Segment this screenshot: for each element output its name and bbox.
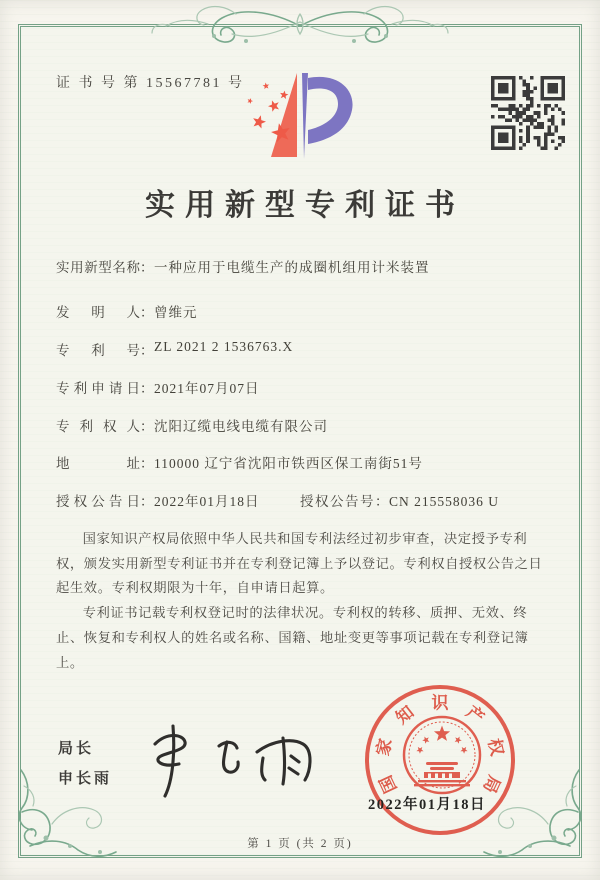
svg-text:局: 局: [479, 772, 504, 796]
star-icon: [262, 82, 269, 89]
field-label: 授权公告号: [300, 494, 375, 509]
field-value: 一种应用于电缆生产的成圈机组用计米装置: [154, 260, 430, 275]
page-number: 第 1 页 (共 2 页): [247, 838, 353, 850]
certificate-title: 实用新型专利证书: [145, 189, 465, 222]
field-value: 2021年07月07日: [154, 381, 260, 396]
official-seal: [360, 680, 520, 840]
logo-p-bowl: [308, 77, 353, 144]
field-label: 发明人: [56, 305, 140, 320]
field-value: 2022年01月18日: [154, 494, 260, 509]
field-value: 沈阳辽缆电线电缆有限公司: [154, 419, 328, 434]
certificate-number: 证 书 号 第 15567781 号: [56, 76, 245, 91]
cnipa-logo: [238, 64, 368, 164]
field-colon: ：: [140, 343, 154, 358]
field-colon: ：: [140, 260, 154, 275]
seal-date: 2022年01月18日: [368, 797, 486, 813]
field-colon: ：: [140, 381, 154, 396]
field-colon: ：: [140, 305, 154, 320]
field-value: 110000 辽宁省沈阳市铁西区保工南街51号: [154, 456, 423, 471]
svg-text:识: 识: [431, 693, 449, 713]
star-icon: [279, 90, 289, 100]
star-icon: [267, 98, 281, 112]
svg-text:家: 家: [373, 736, 396, 758]
logo-purple-bar: [302, 73, 308, 159]
field-value: 曾维元: [154, 305, 198, 320]
director-name: 申长雨: [58, 770, 113, 787]
field-value: CN 215558036 U: [389, 494, 500, 509]
field-label: 地址: [56, 456, 140, 471]
qr-code: [491, 76, 565, 150]
field-colon: ：: [375, 494, 389, 509]
director-title: 局长: [58, 740, 95, 757]
svg-text:知: 知: [392, 702, 418, 728]
field-colon: ：: [140, 419, 154, 434]
legal-paragraph: 国家知识产权局依照中华人民共和国专利法经过初步审查，决定授予专利权，颁发实用新型专利证书并在专利登记簿上予以登记。专利权自授权公告之日起生效。专利权期限为十年，自申请日起算。: [56, 531, 543, 596]
logo-red-triangle: [271, 73, 297, 157]
field-label: 专利号: [56, 343, 140, 358]
legal-paragraph: 专利证书记载专利权登记时的法律状况。专利权的转移、质押、无效、终止、恢复和专利权人的姓名或名称、国籍、地址变更等事项记载在专利登记簿上。: [56, 605, 529, 670]
field-colon: ：: [140, 456, 154, 471]
star-icon: [246, 97, 253, 104]
field-label: 专利权人: [56, 419, 140, 434]
field-colon: ：: [140, 494, 154, 509]
field-label: 授权公告日: [56, 494, 140, 509]
svg-text:国: 国: [376, 772, 401, 796]
national-emblem-icon: [404, 717, 480, 793]
field-label: 专利申请日: [56, 381, 140, 396]
field-label: 实用新型名称: [56, 260, 140, 275]
svg-text:产: 产: [462, 702, 488, 728]
star-icon: [251, 114, 267, 130]
director-signature: [135, 712, 325, 807]
field-value: ZL 2021 2 1536763.X: [154, 339, 294, 354]
svg-text:权: 权: [484, 736, 507, 758]
